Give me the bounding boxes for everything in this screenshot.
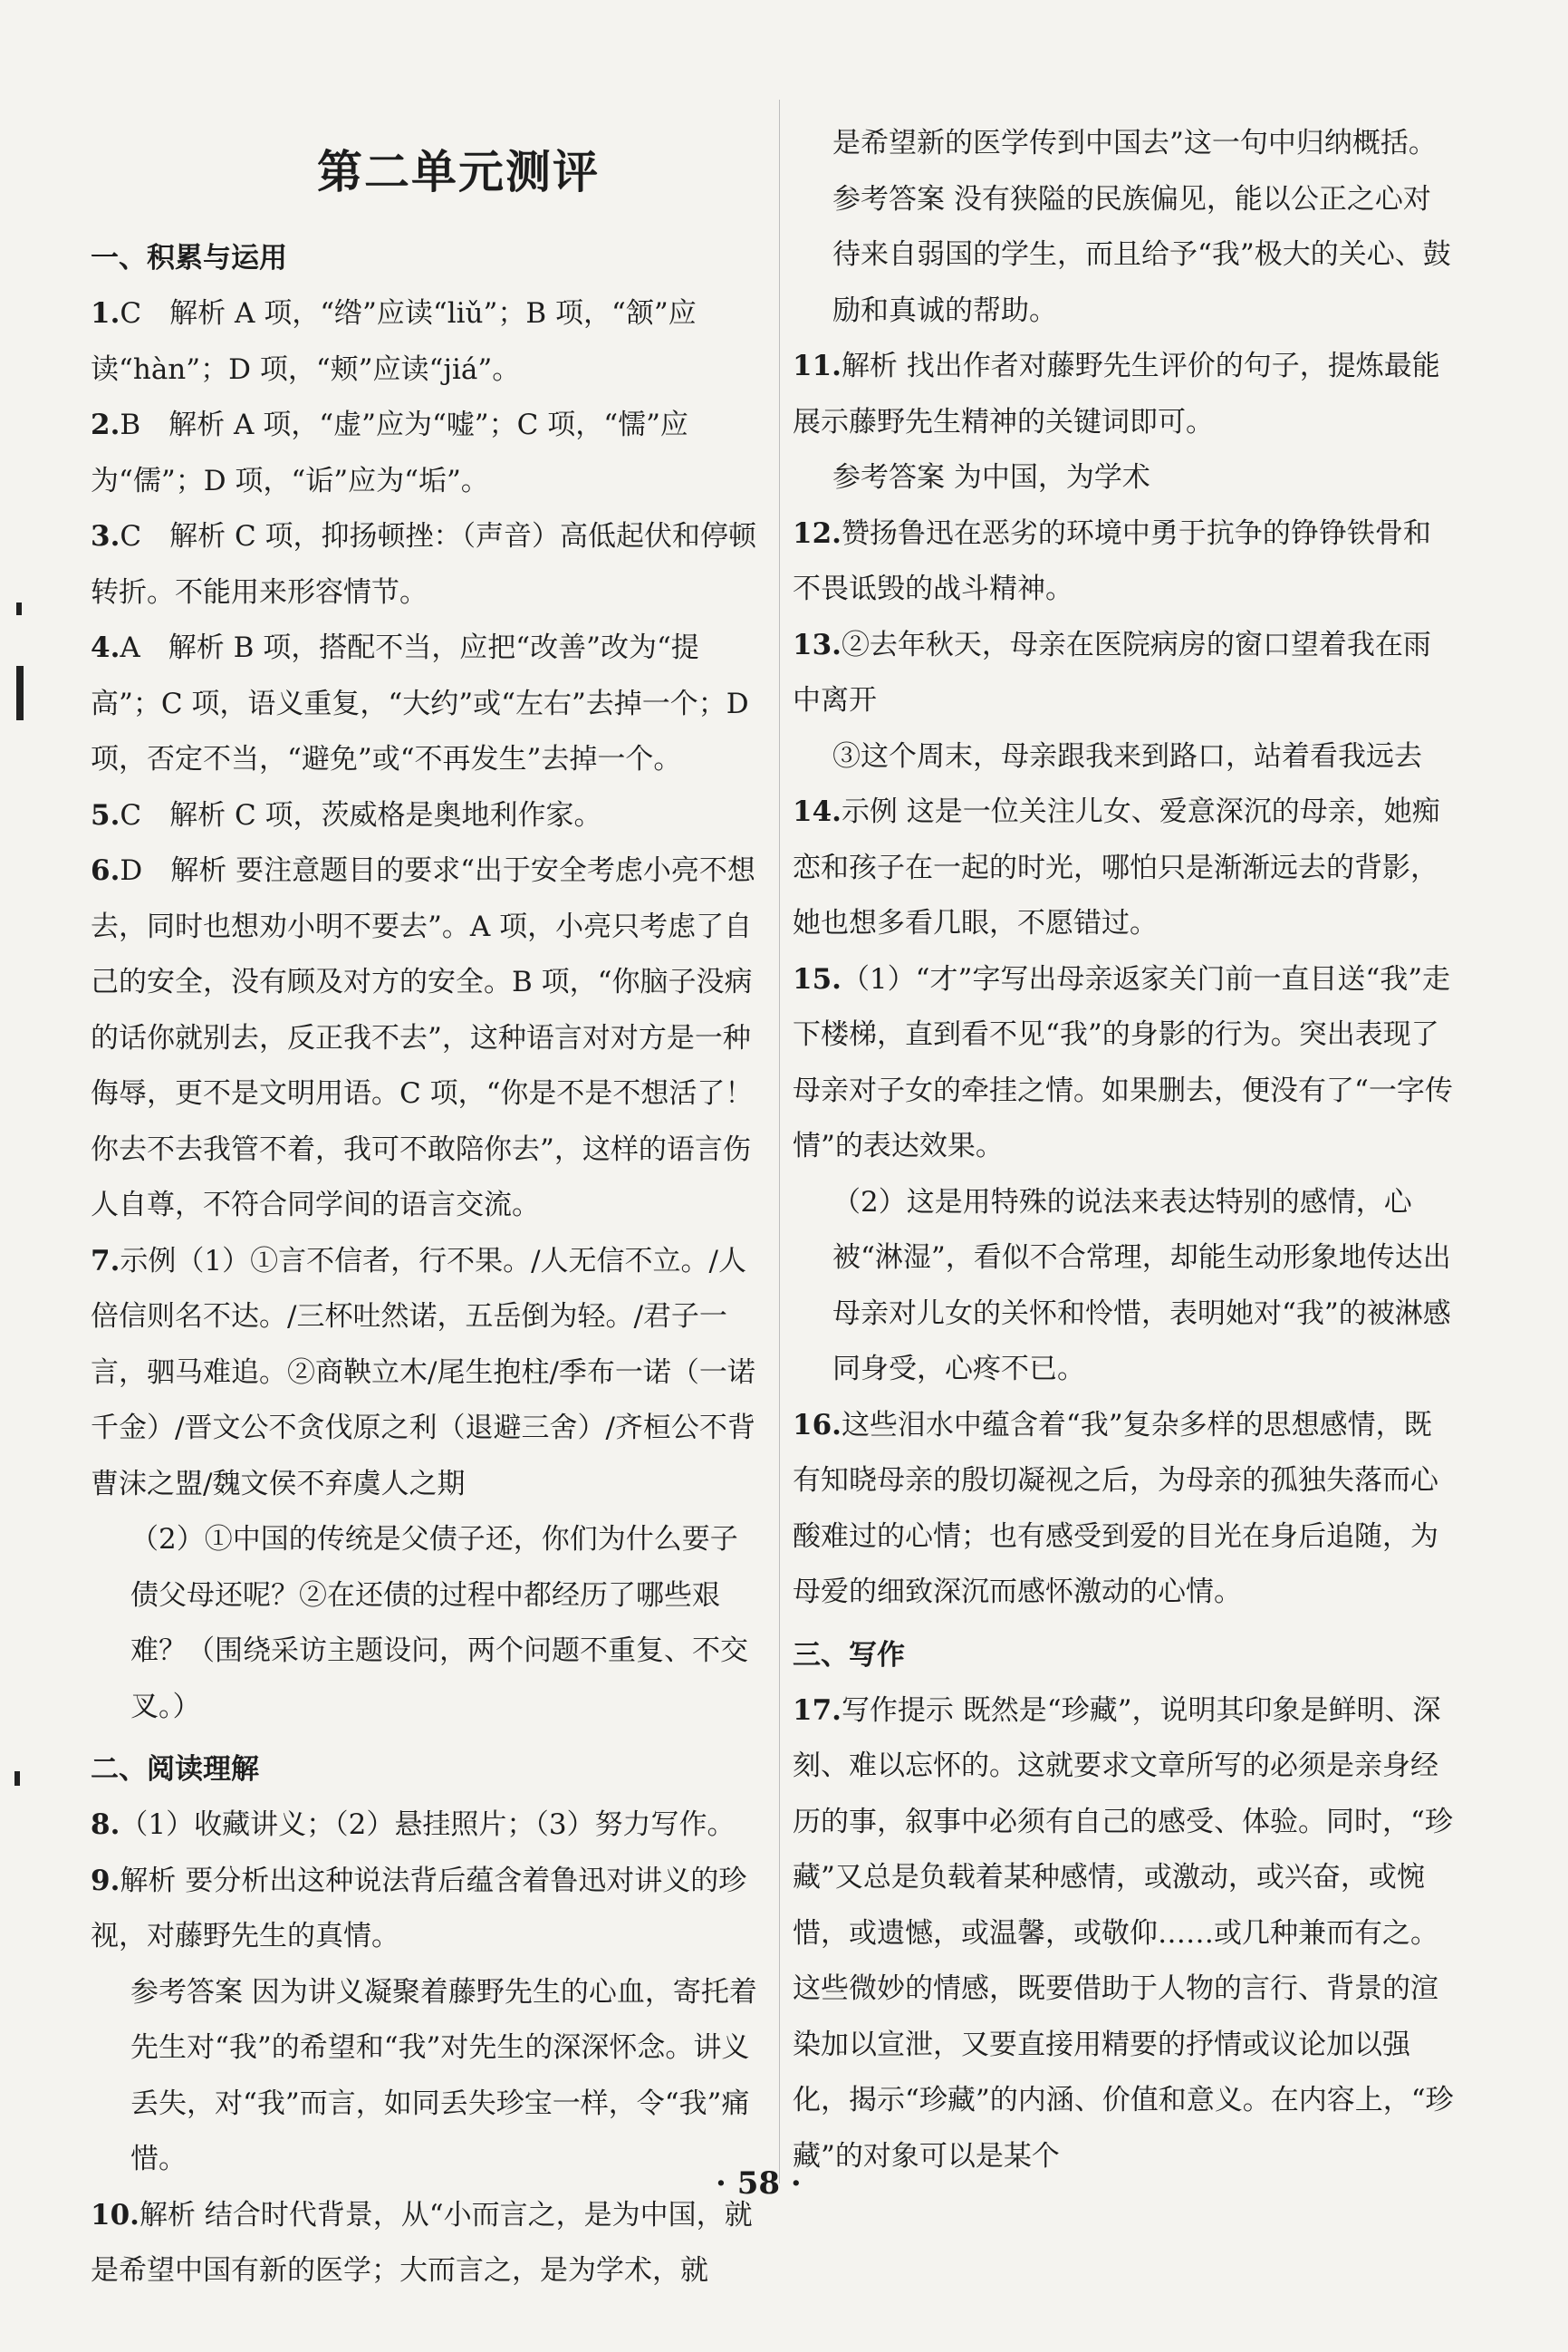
answer-10: 10.解析 结合时代背景，从“小而言之，是为中国，就是希望中国有新的医学；大而言之，是为学术，就 [91, 2198, 753, 2287]
answer-4: 4.A 解析 B 项，搭配不当，应把“改善”改为“提高”；C 项，语义重复，“大约”或“左右”去掉一个；D 项，否定不当，“避免”或“不再发生”去掉一个。 [91, 631, 749, 776]
scan-mark [16, 666, 24, 720]
scan-mark [16, 602, 22, 615]
answer-7-part-2: （2）①中国的传统是父债子还，你们为什么要子债父母还呢？②在还债的过程中都经历了哪些艰难？（围绕采访主题设问，两个问题不重复、不交叉。） [130, 1523, 748, 1723]
answer-11-reference: 参考答案 为中国，为学术 [832, 461, 1150, 494]
answer-3: 3.C 解析 C 项，抑扬顿挫：（声音）高低起伏和停顿转折。不能用来形容情节。 [91, 520, 757, 609]
answer-9: 9.解析 要分析出这种说法背后蕴含着鲁迅对讲义的珍视，对藤野先生的真情。 [91, 1864, 747, 1952]
answer-10-reference: 参考答案 没有狭隘的民族偏见，能以公正之心对待来自弱国的学生，而且给予“我”极大的关心、鼓励和真诚的帮助。 [832, 182, 1451, 327]
section-heading-3: 三、写作 [793, 1638, 905, 1672]
answer-11: 11.解析 找出作者对藤野先生评价的句子，提炼最能展示藤野先生精神的关键词即可。 [793, 350, 1440, 439]
answer-14: 14.示例 这是一位关注儿女、爱意深沉的母亲，她痴恋和孩子在一起的时光，哪怕只是渐渐远去的背影，她也想多看几眼，不愿错过。 [793, 795, 1440, 940]
answer-10-continued: 是希望新的医学传到中国去”这一句中归纳概括。 [832, 127, 1437, 159]
page-title: 第二单元测评 [317, 145, 600, 198]
scan-mark [14, 1771, 20, 1786]
section-heading-1: 一、积累与运用 [91, 242, 287, 275]
column-divider [779, 100, 780, 2183]
answer-7: 7.示例（1）①言不信者，行不果。/人无信不立。/人倍信则名不达。/三杯吐然诺，五岳倒为轻。/君子一言，驷马难追。②商鞅立木/尾生抱柱/季布一诺（一诺千金）/晋文公不贪伐原之利（退避三舍）/齐桓公不背曹沫之盟/魏文侯不弃虞人之期 [91, 1244, 755, 1500]
answer-15-part-2: （2）这是用特殊的说法来表达特别的感情，心被“淋湿”，看似不合常理，却能生动形象地传达出母亲对儿女的关怀和怜惜，表明她对“我”的被淋感同身受，心疼不已。 [832, 1185, 1451, 1385]
answer-12: 12.赞扬鲁迅在恶劣的环境中勇于抗争的铮铮铁骨和不畏诋毁的战斗精神。 [793, 516, 1431, 605]
answer-5: 5.C 解析 C 项，茨威格是奥地利作家。 [91, 798, 602, 832]
answer-1: 1.C 解析 A 项，“绺”应读“liǔ”；B 项，“颔”应读“hàn”；D 项，“颊”应读“jiá”。 [91, 297, 697, 386]
answer-9-reference: 参考答案 因为讲义凝聚着藤野先生的心血，寄托着先生对“我”的希望和“我”对先生的深深怀念。讲义丢失，对“我”而言，如同丢失珍宝一样，令“我”痛惜。 [130, 1975, 757, 2175]
answer-6: 6.D 解析 要注意题目的要求“出于安全考虑小亮不想去，同时也想劝小明不要去”。A 项，小亮只考虑了自己的安全，没有顾及对方的安全。B 项，“你脑子没病的话你就别去，反正我不去”，这种语言对对方是一种侮辱，更不是文明用语。C 项，“你是不是不想活了！你去不去我管不着，我可不敢陪你去”，这样的语言伤人自尊，不符合同学间的语言交流。 [91, 854, 755, 1221]
answer-16: 16.这些泪水中蕴含着“我”复杂多样的思想感情，既有知晓母亲的殷切凝视之后，为母亲的孤独失落而心酸难过的心情；也有感受到爱的目光在身后追随，为母爱的细致深沉而感怀激动的心情。 [793, 1408, 1438, 1608]
answer-8: 8.（1）收藏讲义；（2）悬挂照片；（3）努力写作。 [91, 1808, 736, 1841]
answer-15: 15.（1）“才”字写出母亲返家关门前一直目送“我”走下楼梯，直到看不见“我”的身影的行为。突出表现了母亲对子女的牵挂之情。如果删去，便没有了“一字传情”的表达效果。 [793, 962, 1453, 1162]
answer-2: 2.B 解析 A 项，“虚”应为“嘘”；C 项，“懦”应为“儒”；D 项，“诟”应为“垢”。 [91, 409, 688, 497]
answer-13-part-2: ③这个周末，母亲跟我来到路口，站着看我远去 [832, 739, 1422, 773]
answer-13: 13.②去年秋天，母亲在医院病房的窗口望着我在雨中离开 [793, 628, 1431, 717]
page-number: · 58 · [716, 2165, 802, 2202]
answer-17: 17.写作提示 既然是“珍藏”，说明其印象是鲜明、深刻、难以忘怀的。这就要求文章所写的必须是亲身经历的事，叙事中必须有自己的感受、体验。同时，“珍藏”又总是负载着某种感情，或激动，或兴奋，或惋惜，或遗憾，或温馨，或敬仰……或几种兼而有之。这些微妙的情感，既要借助于人物的言行、背景的渲染加以宣泄，又要直接用精要的抒情或议论加以强化，揭示“珍藏”的内涵、价值和意义。在内容上，“珍藏”的对象可以是某个 [793, 1693, 1454, 2173]
section-heading-2: 二、阅读理解 [91, 1753, 259, 1786]
